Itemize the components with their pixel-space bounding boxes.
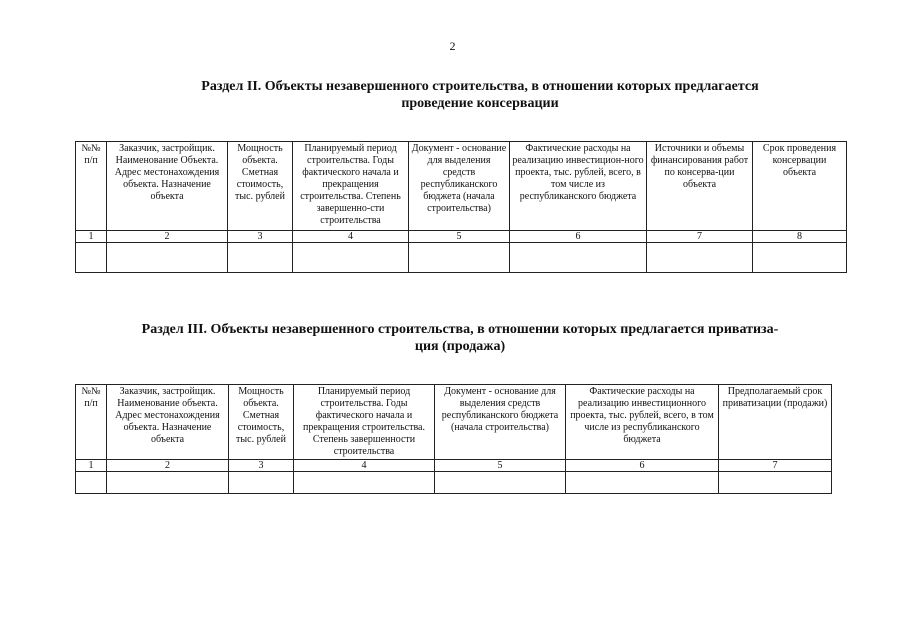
- column-number: 3: [229, 460, 294, 472]
- empty-cell: [435, 472, 566, 494]
- header-cell-term: Срок проведения консервации объекта: [753, 142, 847, 231]
- column-number: 1: [76, 460, 107, 472]
- column-number: 4: [294, 460, 435, 472]
- section-2-title-line-1: Раздел II. Объекты незавершенного строительства, в отношении которых предлагается: [201, 79, 759, 94]
- section-3-title: [120, 321, 800, 355]
- column-number: 2: [107, 231, 228, 243]
- header-cell-document: Документ - основание для выделения средств республиканского бюджета (начала строительства): [409, 142, 510, 231]
- header-cell-customer: Заказчик, застройщик. Наименование Объекта. Адрес местонахождения объекта. Назначение объекта: [107, 142, 228, 231]
- empty-cell: [76, 243, 107, 273]
- header-cell-capacity: Мощность объекта. Сметная стоимость, тыс. рублей: [228, 142, 293, 231]
- empty-cell: [228, 243, 293, 273]
- header-cell-privatization-term: Предполагаемый срок приватизации (продажи): [719, 385, 832, 460]
- column-number: 2: [107, 460, 229, 472]
- section-2-title-line-2: проведение консервации: [401, 96, 559, 111]
- header-cell-document: Документ - основание для выделения средств республиканского бюджета (начала строительства): [435, 385, 566, 460]
- header-cell-period: Планируемый период строительства. Годы фактического начала и прекращения строительства. Степень завершенно-сти строительства: [293, 142, 409, 231]
- header-cell-number: №№ п/п: [76, 142, 107, 231]
- empty-cell: [647, 243, 753, 273]
- section-3-table: [75, 384, 832, 494]
- column-number: 1: [76, 231, 107, 243]
- column-number: 6: [566, 460, 719, 472]
- column-number: 3: [228, 231, 293, 243]
- header-cell-capacity: Мощность объекта. Сметная стоимость, тыс. рублей: [229, 385, 294, 460]
- header-cell-financing: Источники и объемы финансирования работ по консерва-ции объекта: [647, 142, 753, 231]
- empty-cell: [510, 243, 647, 273]
- empty-cell: [107, 472, 229, 494]
- section-3-title-line-1: Раздел III. Объекты незавершенного строительства, в отношении которых предлагается приватиза-: [141, 322, 779, 337]
- section-3-title-line-2: ция (продажа): [414, 339, 506, 354]
- page-number: 2: [449, 39, 456, 53]
- empty-cell: [107, 243, 228, 273]
- section-2-table: [75, 141, 847, 273]
- empty-cell: [229, 472, 294, 494]
- column-number-row: [76, 460, 832, 472]
- header-cell-expenses: Фактические расходы на реализацию инвестиционного проекта, тыс. рублей, всего, в том числе из республиканского бюджета: [566, 385, 719, 460]
- empty-cell: [566, 472, 719, 494]
- empty-cell: [294, 472, 435, 494]
- empty-cell: [293, 243, 409, 273]
- column-number-row: [76, 231, 847, 243]
- column-number: 6: [510, 231, 647, 243]
- table-header-row: [76, 142, 847, 231]
- empty-data-row: [76, 472, 832, 494]
- column-number: 7: [647, 231, 753, 243]
- header-cell-expenses: Фактические расходы на реализацию инвестицион-ного проекта, тыс. рублей, всего, в том числе из республиканского бюджета: [510, 142, 647, 231]
- header-cell-customer: Заказчик, застройщик. Наименование объекта. Адрес местонахождения объекта. Назначение объекта: [107, 385, 229, 460]
- column-number: 4: [293, 231, 409, 243]
- empty-cell: [753, 243, 847, 273]
- column-number: 5: [435, 460, 566, 472]
- empty-data-row: [76, 243, 847, 273]
- table-header-row: [76, 385, 832, 460]
- header-cell-number: №№ п/п: [76, 385, 107, 460]
- column-number: 7: [719, 460, 832, 472]
- column-number: 8: [753, 231, 847, 243]
- empty-cell: [409, 243, 510, 273]
- column-number: 5: [409, 231, 510, 243]
- empty-cell: [719, 472, 832, 494]
- empty-cell: [76, 472, 107, 494]
- header-cell-period: Планируемый период строительства. Годы фактического начала и прекращения строительства. Степень завершенности строительства: [294, 385, 435, 460]
- section-2-title: [160, 78, 800, 112]
